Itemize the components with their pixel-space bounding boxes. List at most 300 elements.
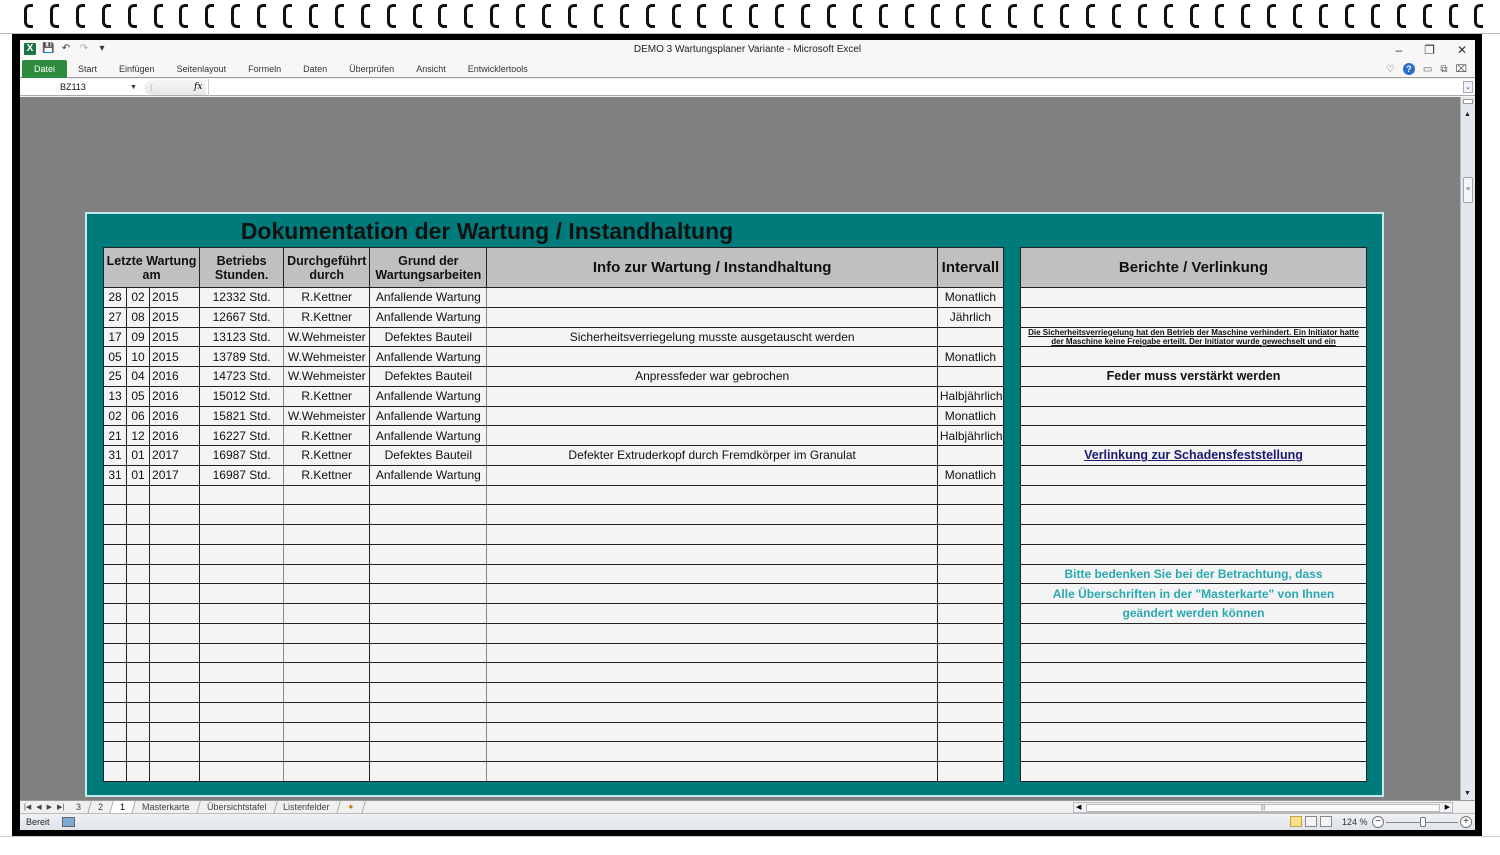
sheet-tab-1[interactable]: 1 [110,801,135,814]
cell-hours[interactable] [200,663,284,683]
cell-interval[interactable]: Monatlich [937,288,1003,308]
cell-info[interactable]: Anpressfeder war gebrochen [487,367,937,387]
cell-info[interactable] [487,465,937,485]
cell-year[interactable] [150,505,200,525]
cell-performed-by[interactable] [284,643,370,663]
restore-icon[interactable]: ❐ [1424,43,1435,57]
cell-reason[interactable] [370,702,487,722]
cell-info[interactable] [487,564,937,584]
cancel-icon[interactable]: ( [150,82,153,92]
cell-info[interactable] [487,584,937,604]
spiral-ring-icon [490,4,499,28]
vertical-scrollbar[interactable] [1460,97,1475,800]
reports-table [1020,247,1367,782]
cell-year[interactable]: 2016 [150,386,200,406]
cell-reason[interactable] [370,544,487,564]
undo-icon[interactable]: ↶ [61,43,71,54]
cell-month[interactable]: 08 [127,307,150,327]
cell-month[interactable] [127,643,150,663]
cell-hours[interactable]: 12332 Std. [200,288,284,308]
cell-hours[interactable] [200,525,284,545]
cell-info[interactable] [487,386,937,406]
cell-info[interactable] [487,663,937,683]
sheet-tab-2[interactable]: 2 [88,801,113,814]
cell-performed-by[interactable] [284,663,370,683]
scroll-up-icon[interactable]: ▲ [1464,111,1471,118]
cell-year[interactable] [150,544,200,564]
cell-report[interactable] [1021,386,1367,406]
cell-reason[interactable] [370,564,487,584]
cell-performed-by[interactable]: R.Kettner [284,307,370,327]
cell-year[interactable] [150,722,200,742]
cell-year[interactable]: 2016 [150,406,200,426]
cell-info[interactable] [487,347,937,367]
cell-month[interactable] [127,722,150,742]
cell-day[interactable] [104,663,127,683]
cell-year[interactable] [150,643,200,663]
tab-ansicht[interactable]: Ansicht [416,64,446,74]
table-row [104,386,1004,406]
cell-day[interactable] [104,742,127,762]
cell-month[interactable] [127,663,150,683]
cell-performed-by[interactable]: R.Kettner [284,426,370,446]
cell-month[interactable]: 05 [127,386,150,406]
cell-reason[interactable] [370,742,487,762]
cell-info[interactable] [487,762,937,782]
zoom-in-icon[interactable]: + [1460,816,1472,828]
cell-info[interactable] [487,307,937,327]
cell-year[interactable] [150,584,200,604]
page-break-view-icon[interactable] [1320,816,1332,827]
cell-report[interactable] [1021,544,1367,564]
cell-info[interactable] [487,525,937,545]
cell-day[interactable] [104,762,127,782]
cell-interval[interactable] [937,446,1003,466]
cell-year[interactable] [150,742,200,762]
cell-month[interactable] [127,604,150,624]
zoom-slider-handle[interactable] [1420,817,1426,827]
cell-day[interactable] [104,702,127,722]
cell-reason[interactable]: Anfallende Wartung [370,347,487,367]
split-handle[interactable] [1463,99,1473,104]
report-row [1021,584,1367,604]
cell-year[interactable] [150,683,200,703]
horizontal-scrollbar[interactable] [1073,802,1453,813]
workbook-restore-icon[interactable]: ⧉ [1440,63,1448,75]
cell-day[interactable]: 31 [104,465,127,485]
cell-month[interactable]: 12 [127,426,150,446]
scroll-thumb[interactable]: ≡ [1463,177,1473,203]
tab-start[interactable]: Start [78,64,98,74]
spiral-ring-icon [594,4,603,28]
cell-day[interactable]: 13 [104,386,127,406]
cell-info[interactable] [487,288,937,308]
normal-view-icon[interactable] [1290,816,1302,827]
cell-month[interactable] [127,683,150,703]
cell-reason[interactable] [370,525,487,545]
cell-month[interactable] [127,623,150,643]
cell-month[interactable] [127,505,150,525]
cell-info[interactable]: Sicherheitsverriegelung musste ausgetauscht werden [487,327,937,347]
first-sheet-icon[interactable]: |◀ [24,804,32,811]
cell-year[interactable]: 2015 [150,307,200,327]
cell-info[interactable] [487,406,937,426]
cell-month[interactable] [127,525,150,545]
cell-year[interactable] [150,604,200,624]
cell-hours[interactable]: 15012 Std. [200,386,284,406]
tab-formeln[interactable]: Formeln [248,64,282,74]
note-text[interactable]: Bitte bedenken Sie bei der Betrachtung, dass [1021,564,1367,584]
spiral-ring-icon [723,4,732,28]
cell-day[interactable]: 31 [104,446,127,466]
cell-performed-by[interactable]: W.Wehmeister [284,347,370,367]
cell-month[interactable]: 04 [127,367,150,387]
cell-year[interactable] [150,564,200,584]
formula-bar [20,79,1475,96]
redo-icon[interactable]: ↷ [79,43,89,54]
name-box[interactable]: BZ113 [60,82,86,92]
cell-reason[interactable]: Anfallende Wartung [370,288,487,308]
cell-year[interactable] [150,525,200,545]
cell-info[interactable] [487,426,937,446]
cell-day[interactable] [104,544,127,564]
cell-reason[interactable] [370,683,487,703]
cell-hours[interactable]: 16987 Std. [200,446,284,466]
note-text[interactable]: Alle Überschriften in der "Masterkarte" von Ihnen [1021,584,1367,604]
cell-year[interactable]: 2016 [150,426,200,446]
cell-day[interactable]: 28 [104,288,127,308]
cell-info[interactable] [487,702,937,722]
next-sheet-icon[interactable]: ▶ [46,804,52,811]
spiral-ring-icon [1397,4,1406,28]
cell-performed-by[interactable] [284,762,370,782]
cell-hours[interactable] [200,623,284,643]
cell-hours[interactable] [200,584,284,604]
cell-hours[interactable]: 13123 Std. [200,327,284,347]
cell-performed-by[interactable] [284,564,370,584]
cell-report[interactable] [1021,702,1367,722]
cell-info[interactable] [487,604,937,624]
cell-interval[interactable] [937,505,1003,525]
cell-day[interactable] [104,584,127,604]
cell-day[interactable]: 17 [104,327,127,347]
formula-input[interactable] [208,79,1461,96]
cell-interval[interactable] [937,367,1003,387]
cell-interval[interactable] [937,762,1003,782]
cell-performed-by[interactable]: W.Wehmeister [284,406,370,426]
cell-year[interactable] [150,485,200,505]
cell-interval[interactable] [937,604,1003,624]
cell-info[interactable] [487,643,937,663]
close-icon[interactable]: ✕ [1456,43,1467,57]
cell-report[interactable] [1021,288,1367,308]
cell-hours[interactable]: 15821 Std. [200,406,284,426]
cell-reason[interactable] [370,762,487,782]
cell-reason[interactable]: Anfallende Wartung [370,465,487,485]
sheet-tab-listenfelder[interactable]: Listenfelder [273,801,340,814]
cell-report[interactable] [1021,742,1367,762]
spiral-ring-icon [1267,4,1276,28]
cell-report[interactable] [1021,505,1367,525]
cell-hours[interactable] [200,762,284,782]
cell-report[interactable] [1021,465,1367,485]
sheet-tab-masterkarte[interactable]: Masterkarte [132,801,200,814]
cell-interval[interactable] [937,623,1003,643]
cell-month[interactable]: 10 [127,347,150,367]
cell-performed-by[interactable] [284,722,370,742]
cell-info[interactable] [487,683,937,703]
cell-month[interactable]: 02 [127,288,150,308]
cell-reason[interactable] [370,623,487,643]
cell-year[interactable]: 2016 [150,367,200,387]
cell-hours[interactable] [200,604,284,624]
page-layout-view-icon[interactable] [1305,816,1317,827]
cell-hours[interactable] [200,702,284,722]
cell-report[interactable] [1021,485,1367,505]
cell-day[interactable]: 05 [104,347,127,367]
cell-performed-by[interactable] [284,505,370,525]
cell-month[interactable] [127,544,150,564]
cell-hours[interactable] [200,722,284,742]
cell-reason[interactable] [370,663,487,683]
minimize-icon[interactable]: – [1395,43,1403,57]
cell-performed-by[interactable] [284,485,370,505]
cell-info[interactable] [487,722,937,742]
cell-hours[interactable]: 16227 Std. [200,426,284,446]
cell-month[interactable]: 09 [127,327,150,347]
table-row [104,604,1004,624]
cell-performed-by[interactable] [284,584,370,604]
cell-day[interactable] [104,604,127,624]
cell-performed-by[interactable]: R.Kettner [284,288,370,308]
spiral-ring-icon [50,4,59,28]
note-text[interactable]: geändert werden können [1021,604,1367,624]
cell-hours[interactable] [200,742,284,762]
cell-reason[interactable] [370,584,487,604]
cell-interval[interactable] [937,564,1003,584]
cell-reason[interactable]: Anfallende Wartung [370,406,487,426]
cell-report[interactable] [1021,663,1367,683]
cell-day[interactable]: 27 [104,307,127,327]
cell-interval[interactable]: Monatlich [937,406,1003,426]
cell-reason[interactable] [370,643,487,663]
cell-interval[interactable]: Monatlich [937,465,1003,485]
cell-performed-by[interactable] [284,742,370,762]
cell-interval[interactable]: Halbjährlich [937,386,1003,406]
cell-reason[interactable] [370,722,487,742]
cell-reason[interactable] [370,505,487,525]
cell-hours[interactable] [200,564,284,584]
cell-interval[interactable] [937,485,1003,505]
cell-hours[interactable]: 16987 Std. [200,465,284,485]
cell-month[interactable] [127,485,150,505]
cell-info[interactable]: Defekter Extruderkopf durch Fremdkörper im Granulat [487,446,937,466]
cell-interval[interactable] [937,722,1003,742]
workbook-close-icon[interactable]: ⌧ [1455,63,1467,75]
zoom-out-icon[interactable]: − [1372,816,1384,828]
sheet-tab-3[interactable]: 3 [66,801,91,814]
cell-hours[interactable] [200,485,284,505]
cell-performed-by[interactable] [284,683,370,703]
cell-hours[interactable] [200,683,284,703]
scroll-right-icon[interactable]: ▶ [1444,804,1450,811]
cell-hours[interactable]: 13789 Std. [200,347,284,367]
cell-month[interactable] [127,564,150,584]
customize-toolbar-icon[interactable]: ▾ [99,43,105,54]
cell-info[interactable] [487,485,937,505]
cell-month[interactable] [127,762,150,782]
report-row [1021,663,1367,683]
cell-day[interactable] [104,623,127,643]
cell-day[interactable] [104,525,127,545]
cell-performed-by[interactable] [284,702,370,722]
table-row [104,564,1004,584]
cell-year[interactable] [150,762,200,782]
cell-report[interactable] [1021,347,1367,367]
cell-day[interactable]: 25 [104,367,127,387]
cell-reason[interactable]: Anfallende Wartung [370,386,487,406]
insert-function-icon[interactable]: fx [194,82,203,92]
cell-performed-by[interactable]: R.Kettner [284,386,370,406]
cell-day[interactable] [104,564,127,584]
cell-interval[interactable] [937,742,1003,762]
scroll-left-icon[interactable]: ◀ [1076,804,1082,811]
cell-performed-by[interactable]: R.Kettner [284,446,370,466]
cell-reason[interactable]: Anfallende Wartung [370,426,487,446]
cell-hours[interactable]: 12667 Std. [200,307,284,327]
cell-year[interactable]: 2017 [150,465,200,485]
cell-info[interactable] [487,544,937,564]
save-icon[interactable]: 💾 [42,43,55,54]
table-row [104,505,1004,525]
cell-performed-by[interactable] [284,623,370,643]
cell-report[interactable] [1021,623,1367,643]
scroll-down-icon[interactable]: ▼ [1464,790,1471,797]
cell-interval[interactable] [937,663,1003,683]
cell-interval[interactable] [937,584,1003,604]
cell-month[interactable]: 01 [127,465,150,485]
cell-performed-by[interactable]: W.Wehmeister [284,367,370,387]
cell-interval[interactable]: Jährlich [937,307,1003,327]
prev-sheet-icon[interactable]: ◀ [36,804,42,811]
cell-info[interactable] [487,505,937,525]
cell-year[interactable]: 2015 [150,347,200,367]
cell-info[interactable] [487,623,937,643]
cell-reason[interactable]: Defektes Bauteil [370,327,487,347]
cell-hours[interactable] [200,544,284,564]
cell-interval[interactable] [937,702,1003,722]
cell-performed-by[interactable] [284,604,370,624]
cell-interval[interactable] [937,683,1003,703]
cell-day[interactable] [104,683,127,703]
cell-day[interactable] [104,643,127,663]
tab-seitenlayout[interactable]: Seitenlayout [176,64,227,74]
tab-entwicklertools[interactable]: Entwicklertools [467,64,528,74]
table-row [104,742,1004,762]
cell-interval[interactable]: Monatlich [937,347,1003,367]
cell-day[interactable]: 21 [104,426,127,446]
cell-month[interactable]: 06 [127,406,150,426]
tab-ueberpruefen[interactable]: Überprüfen [349,64,395,74]
cell-report[interactable] [1021,307,1367,327]
cell-hours[interactable] [200,643,284,663]
cell-month[interactable] [127,702,150,722]
cell-interval[interactable] [937,525,1003,545]
name-box-dropdown-icon[interactable]: ▼ [130,84,137,91]
cell-year[interactable] [150,623,200,643]
cell-reason[interactable]: Defektes Bauteil [370,367,487,387]
excel-logo-icon[interactable]: X [24,43,36,55]
cell-day[interactable] [104,505,127,525]
tab-einfuegen[interactable]: Einfügen [119,64,155,74]
workbook-minimize-icon[interactable]: ▭ [1422,63,1433,75]
cell-reason[interactable] [370,485,487,505]
cell-month[interactable] [127,742,150,762]
cell-month[interactable] [127,584,150,604]
cell-report[interactable] [1021,762,1367,782]
cell-performed-by[interactable]: W.Wehmeister [284,327,370,347]
cell-performed-by[interactable]: R.Kettner [284,465,370,485]
cell-hours[interactable] [200,505,284,525]
cell-interval[interactable] [937,544,1003,564]
expand-formula-bar-icon[interactable]: ⌄ [1463,81,1473,93]
cell-performed-by[interactable] [284,544,370,564]
cell-report[interactable] [1021,643,1367,663]
report-link[interactable]: Verlinkung zur Schadensfeststellung [1021,446,1367,466]
help-icon[interactable]: ? [1403,63,1415,75]
cell-performed-by[interactable] [284,525,370,545]
cell-report[interactable] [1021,525,1367,545]
page-edge [0,836,1500,855]
cell-year[interactable] [150,702,200,722]
cell-interval[interactable]: Halbjährlich [937,426,1003,446]
last-sheet-icon[interactable]: ▶| [56,804,65,811]
report-text-small[interactable]: Die Sicherheitsverriegelung hat den Betrieb der Maschine verhindert. Ein Initiator hatte der Maschine keine Freigabe erteilt. Der Initiator wurde gewechselt und ein [1021,327,1367,347]
cell-year[interactable]: 2017 [150,446,200,466]
cell-day[interactable] [104,485,127,505]
cell-year[interactable]: 2015 [150,288,200,308]
spiral-ring-icon [464,4,473,28]
cell-hours[interactable]: 14723 Std. [200,367,284,387]
cell-day[interactable]: 02 [104,406,127,426]
cell-day[interactable] [104,722,127,742]
tab-datei[interactable]: Datei [22,60,67,78]
worksheet-area[interactable] [20,97,1460,800]
cell-report[interactable] [1021,683,1367,703]
minimize-ribbon-icon[interactable]: ♡ [1385,63,1395,75]
tab-daten[interactable]: Daten [303,64,328,74]
sheet-tab-uebersichtstafel[interactable]: Übersichtstafel [197,801,277,814]
cell-report[interactable] [1021,722,1367,742]
cell-year[interactable]: 2015 [150,327,200,347]
macro-record-icon[interactable] [62,817,75,827]
cell-reason[interactable]: Anfallende Wartung [370,307,487,327]
cell-interval[interactable] [937,327,1003,347]
cell-year[interactable] [150,663,200,683]
cell-month[interactable]: 01 [127,446,150,466]
spiral-ring-icon [76,4,85,28]
report-row [1021,544,1367,564]
cell-reason[interactable]: Defektes Bauteil [370,446,487,466]
horizontal-scroll-thumb[interactable]: ||| [1086,804,1440,812]
cell-report[interactable] [1021,406,1367,426]
cell-interval[interactable] [937,643,1003,663]
cell-report[interactable] [1021,426,1367,446]
cell-info[interactable] [487,742,937,762]
cell-reason[interactable] [370,604,487,624]
zoom-level[interactable]: 124 % [1342,817,1368,827]
report-text[interactable]: Feder muss verstärkt werden [1021,367,1367,387]
